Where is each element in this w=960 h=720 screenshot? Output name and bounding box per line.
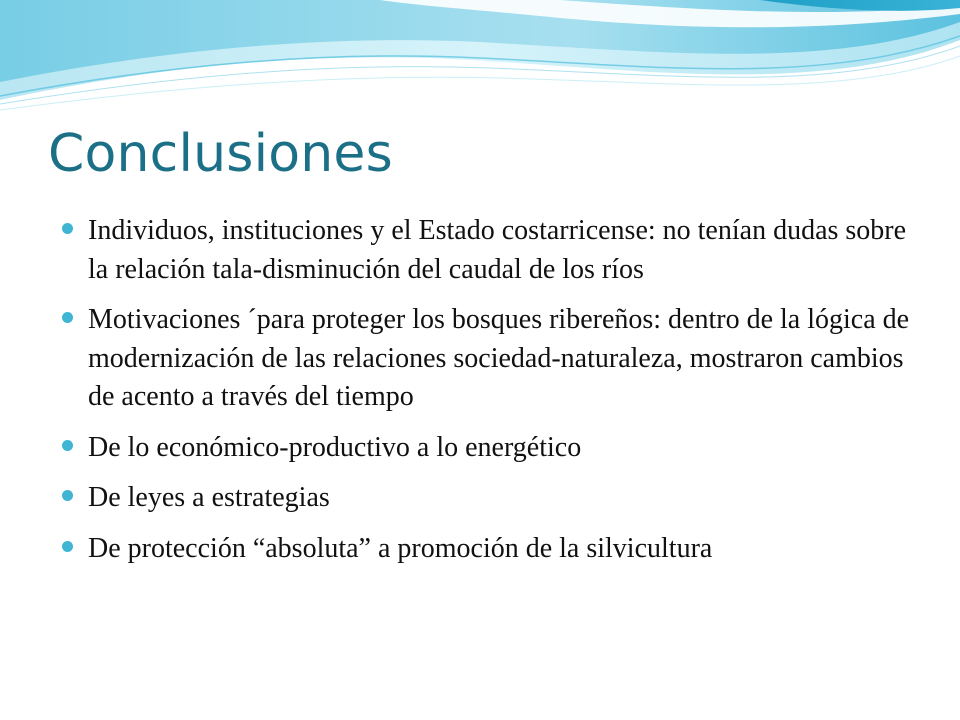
bullet-marker-icon	[62, 541, 73, 552]
bullet-text: De protección “absoluta” a promoción de la silvicultura	[88, 532, 713, 564]
bullet-marker-icon	[62, 490, 73, 501]
bullet-text: De lo económico-productivo a lo energético	[88, 431, 582, 463]
bullet-marker-icon	[62, 312, 73, 323]
bullet-item	[62, 429, 922, 468]
bullet-item	[62, 530, 922, 569]
bullet-text: De leyes a estrategias	[88, 482, 330, 513]
bullet-text: Individuos, instituciones y el Estado costarricense: no tenían dudas sobre la relación tala-disminución del caudal de los ríos	[88, 215, 907, 285]
bullet-marker-icon	[62, 440, 73, 451]
header-wave-decoration	[0, 0, 960, 120]
bullet-marker-icon	[62, 223, 73, 234]
bullet-item	[62, 479, 922, 518]
bullet-list	[62, 212, 922, 580]
bullet-item	[62, 212, 922, 289]
slide-title: Conclusiones	[48, 124, 393, 184]
bullet-item	[62, 301, 922, 417]
bullet-text: Motivaciones ´para proteger los bosques ribereños: dentro de la lógica de modernización de las relaciones sociedad-naturaleza, mostraron cambios de acento a través del tiempo	[88, 304, 910, 412]
